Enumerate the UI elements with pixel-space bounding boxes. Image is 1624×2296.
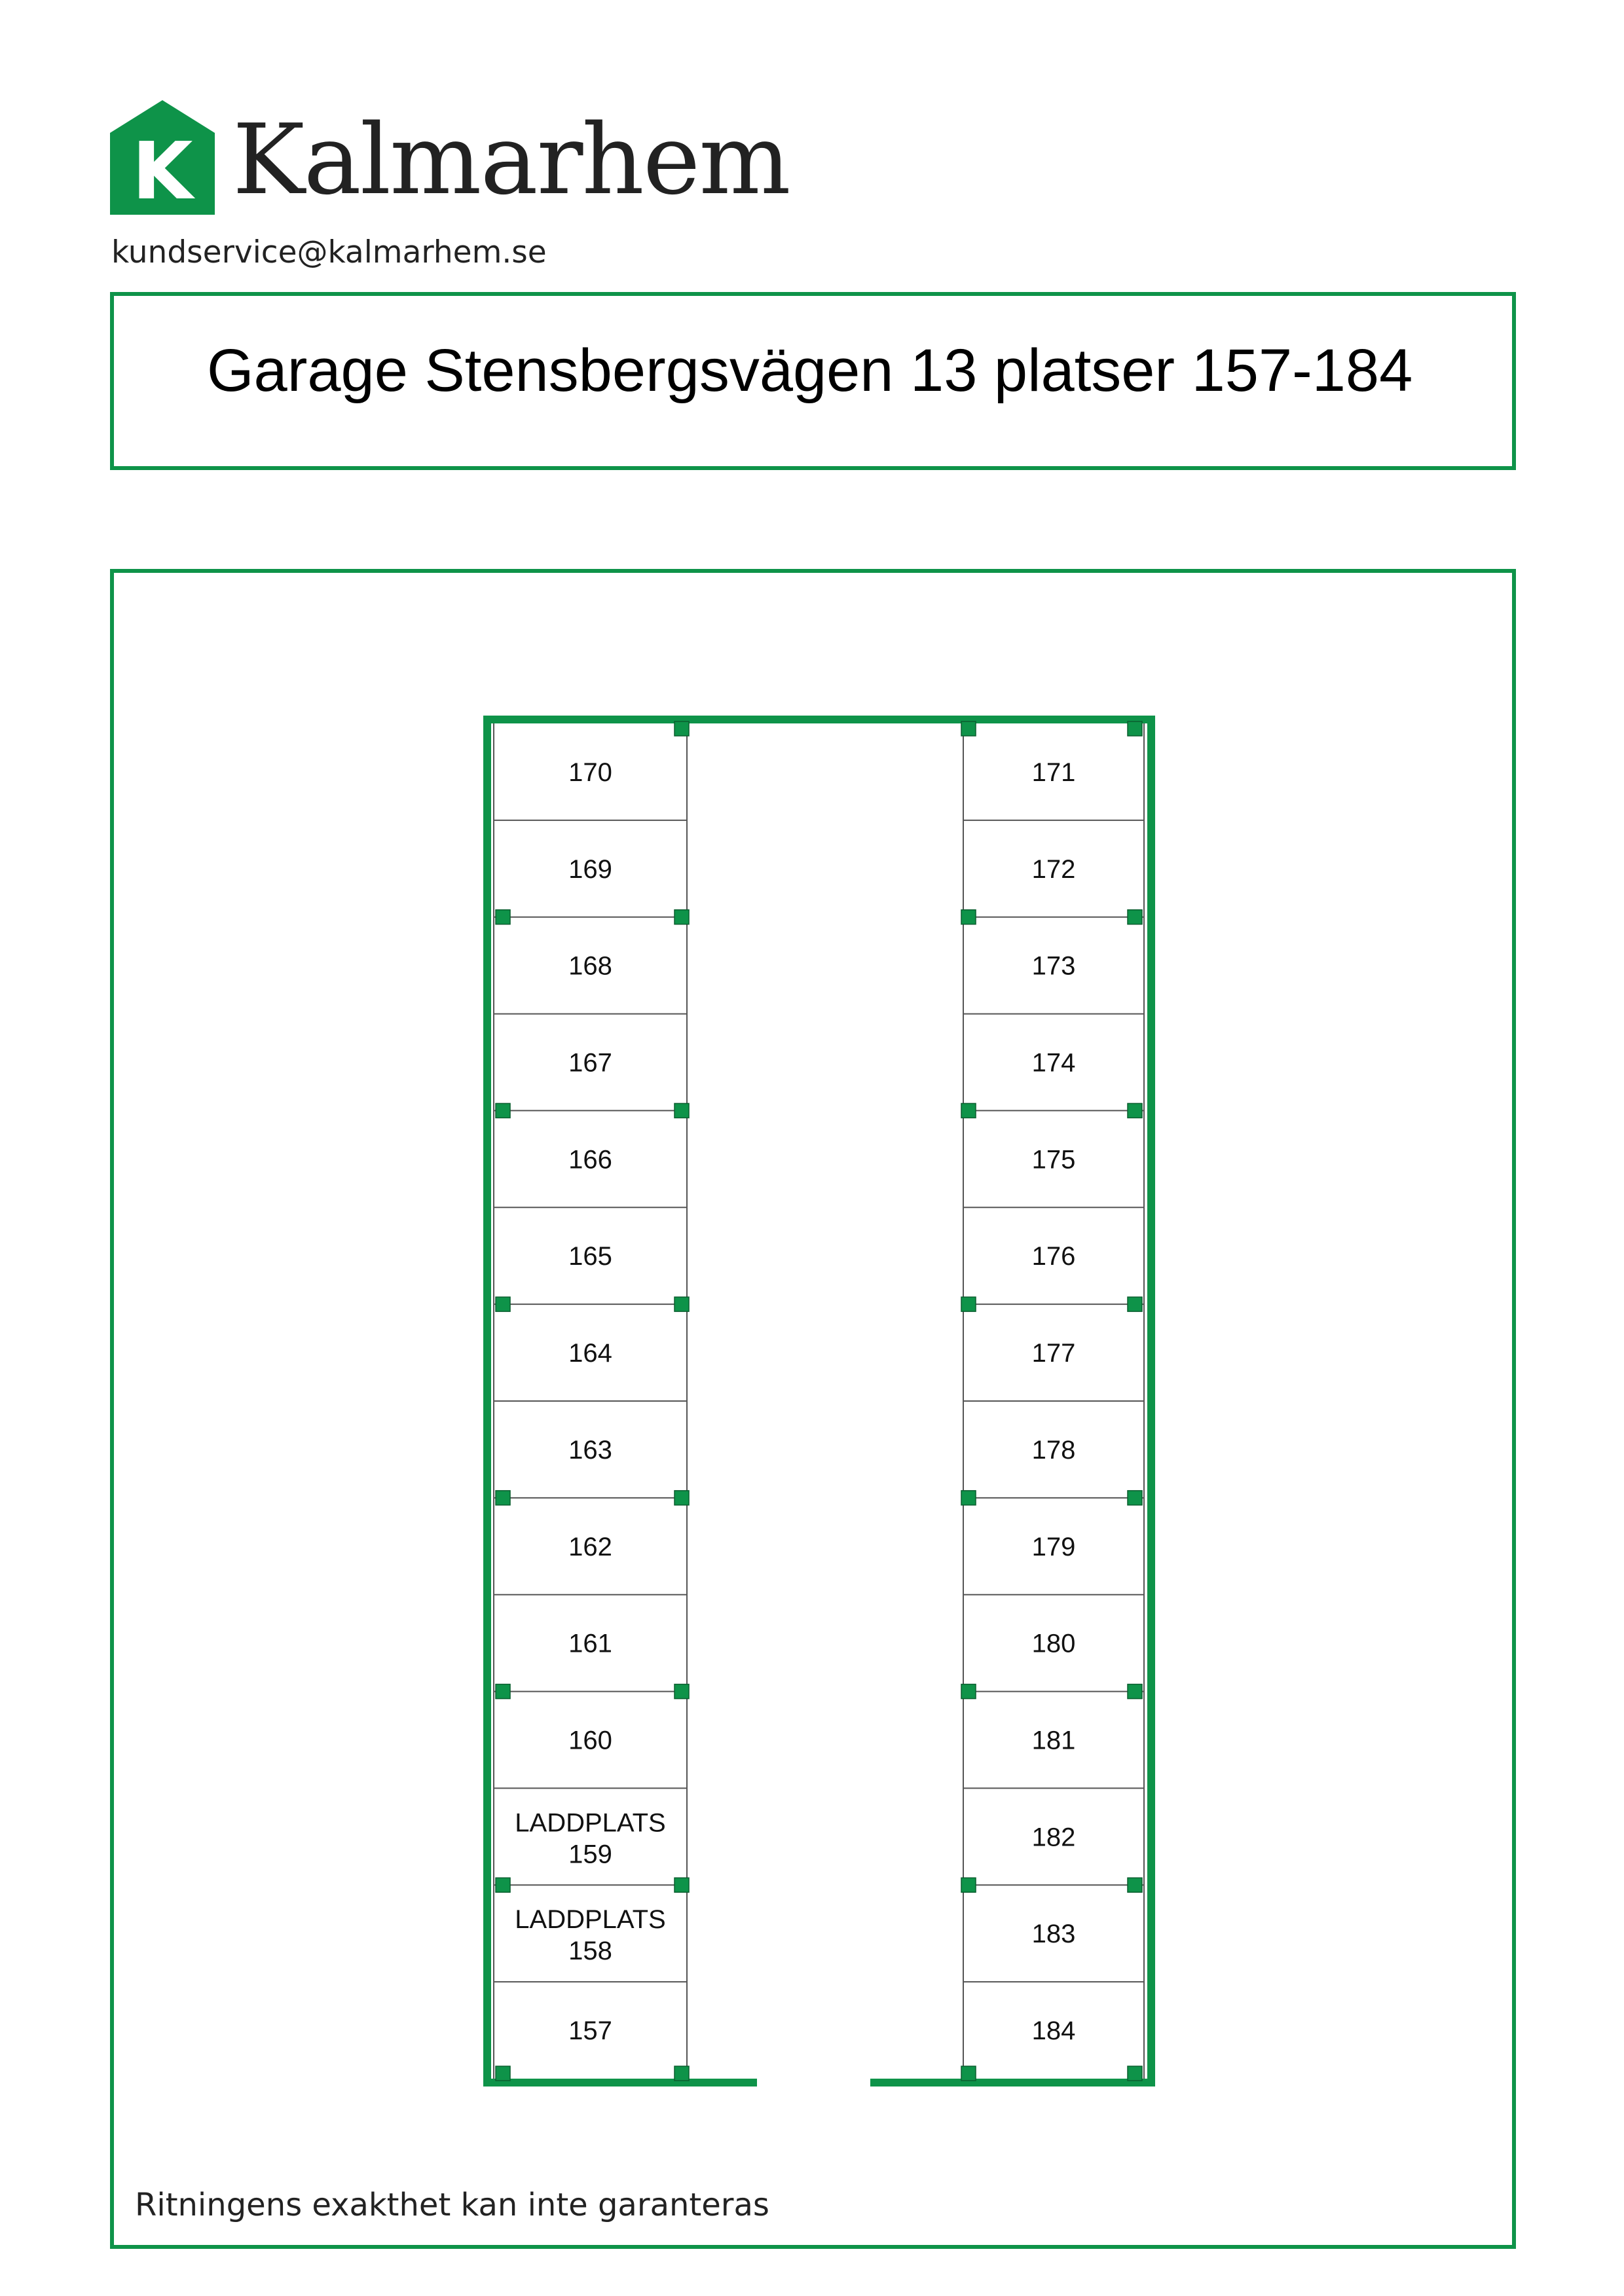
floor-plan-box: [110, 569, 1516, 2249]
left-stall-label-13: 157: [568, 2016, 612, 2046]
pillar-icon: [674, 1297, 689, 1311]
right-stall-label-9: 180: [1031, 1629, 1076, 1658]
right-stall-label-10: 181: [1031, 1726, 1076, 1755]
left-stall-label-4: 166: [568, 1145, 612, 1175]
left-stall-label-3: 167: [568, 1048, 612, 1078]
pillar-icon: [961, 1685, 976, 1699]
left-stall-label-11-line2: 159: [568, 1840, 612, 1869]
pillar-icon: [1128, 1297, 1142, 1311]
right-stall-label-1: 172: [1031, 854, 1076, 884]
pillar-icon: [496, 2066, 510, 2081]
brand-name: Kalmarhem: [232, 103, 790, 216]
pillar-icon: [1128, 1491, 1142, 1505]
garage-floor-plan: [114, 573, 1512, 2245]
left-stall-label-11: LADDPLATS: [515, 1808, 666, 1838]
left-stall-label-5: 165: [568, 1242, 612, 1271]
right-stall-label-0: 171: [1031, 757, 1076, 787]
pillar-icon: [1128, 1878, 1142, 1892]
pillar-icon: [961, 1103, 976, 1118]
left-stall-label-9: 161: [568, 1629, 612, 1658]
right-stall-label-4: 175: [1031, 1145, 1076, 1175]
left-wall: [483, 716, 491, 2083]
pillar-icon: [961, 1297, 976, 1311]
pillar-icon: [674, 2066, 689, 2081]
pillar-icon: [674, 1491, 689, 1505]
right-stall-label-13: 184: [1031, 2016, 1076, 2046]
left-stall-label-12: LADDPLATS: [515, 1905, 666, 1935]
pillar-icon: [674, 721, 689, 736]
left-stall-label-12-line2: 158: [568, 1937, 612, 1966]
left-stall-label-0: 170: [568, 757, 612, 787]
pillar-icon: [674, 1685, 689, 1699]
pillar-icon: [1128, 1103, 1142, 1118]
pillar-icon: [496, 1491, 510, 1505]
disclaimer: Ritningens exakthet kan inte garanteras: [135, 2187, 769, 2223]
right-stall-label-6: 177: [1031, 1339, 1076, 1368]
left-stall-label-2: 168: [568, 951, 612, 981]
right-stall-label-2: 173: [1031, 951, 1076, 981]
right-wall: [1147, 716, 1155, 2083]
right-stall-label-11: 182: [1031, 1823, 1076, 1852]
kalmarhem-logo-icon: [110, 100, 215, 215]
title-box: [110, 292, 1516, 470]
right-stall-label-12: 183: [1031, 1920, 1076, 1949]
right-stall-label-7: 178: [1031, 1435, 1076, 1465]
pillar-icon: [674, 1878, 689, 1892]
bottom-wall-right: [870, 2079, 1155, 2086]
pillar-icon: [1128, 2066, 1142, 2081]
left-stall-label-7: 163: [568, 1435, 612, 1465]
pillar-icon: [496, 1297, 510, 1311]
right-stall-label-8: 179: [1031, 1532, 1076, 1561]
right-stall-label-3: 174: [1031, 1048, 1076, 1078]
contact-email[interactable]: kundservice@kalmarhem.se: [111, 234, 547, 270]
left-stall-label-8: 162: [568, 1532, 612, 1561]
pillar-icon: [961, 910, 976, 924]
pillar-icon: [496, 910, 510, 924]
left-stall-label-10: 160: [568, 1726, 612, 1755]
pillar-icon: [1128, 1685, 1142, 1699]
pillar-icon: [961, 1491, 976, 1505]
bottom-wall-left: [483, 2079, 757, 2086]
left-stall-label-6: 164: [568, 1339, 612, 1368]
pillar-icon: [496, 1685, 510, 1699]
pillar-icon: [961, 2066, 976, 2081]
pillar-icon: [496, 1103, 510, 1118]
pillar-icon: [674, 1103, 689, 1118]
pillar-icon: [961, 1878, 976, 1892]
pillar-icon: [961, 721, 976, 736]
logo-letter: K: [132, 126, 193, 215]
pillar-icon: [674, 910, 689, 924]
pillar-icon: [496, 1878, 510, 1892]
pillar-icon: [1128, 721, 1142, 736]
left-stall-label-1: 169: [568, 854, 612, 884]
page-title: Garage Stensbergsvägen 13 platser 157-184: [207, 337, 1413, 404]
pillar-icon: [1128, 910, 1142, 924]
top-wall: [483, 716, 1155, 723]
right-stall-label-5: 176: [1031, 1242, 1076, 1271]
